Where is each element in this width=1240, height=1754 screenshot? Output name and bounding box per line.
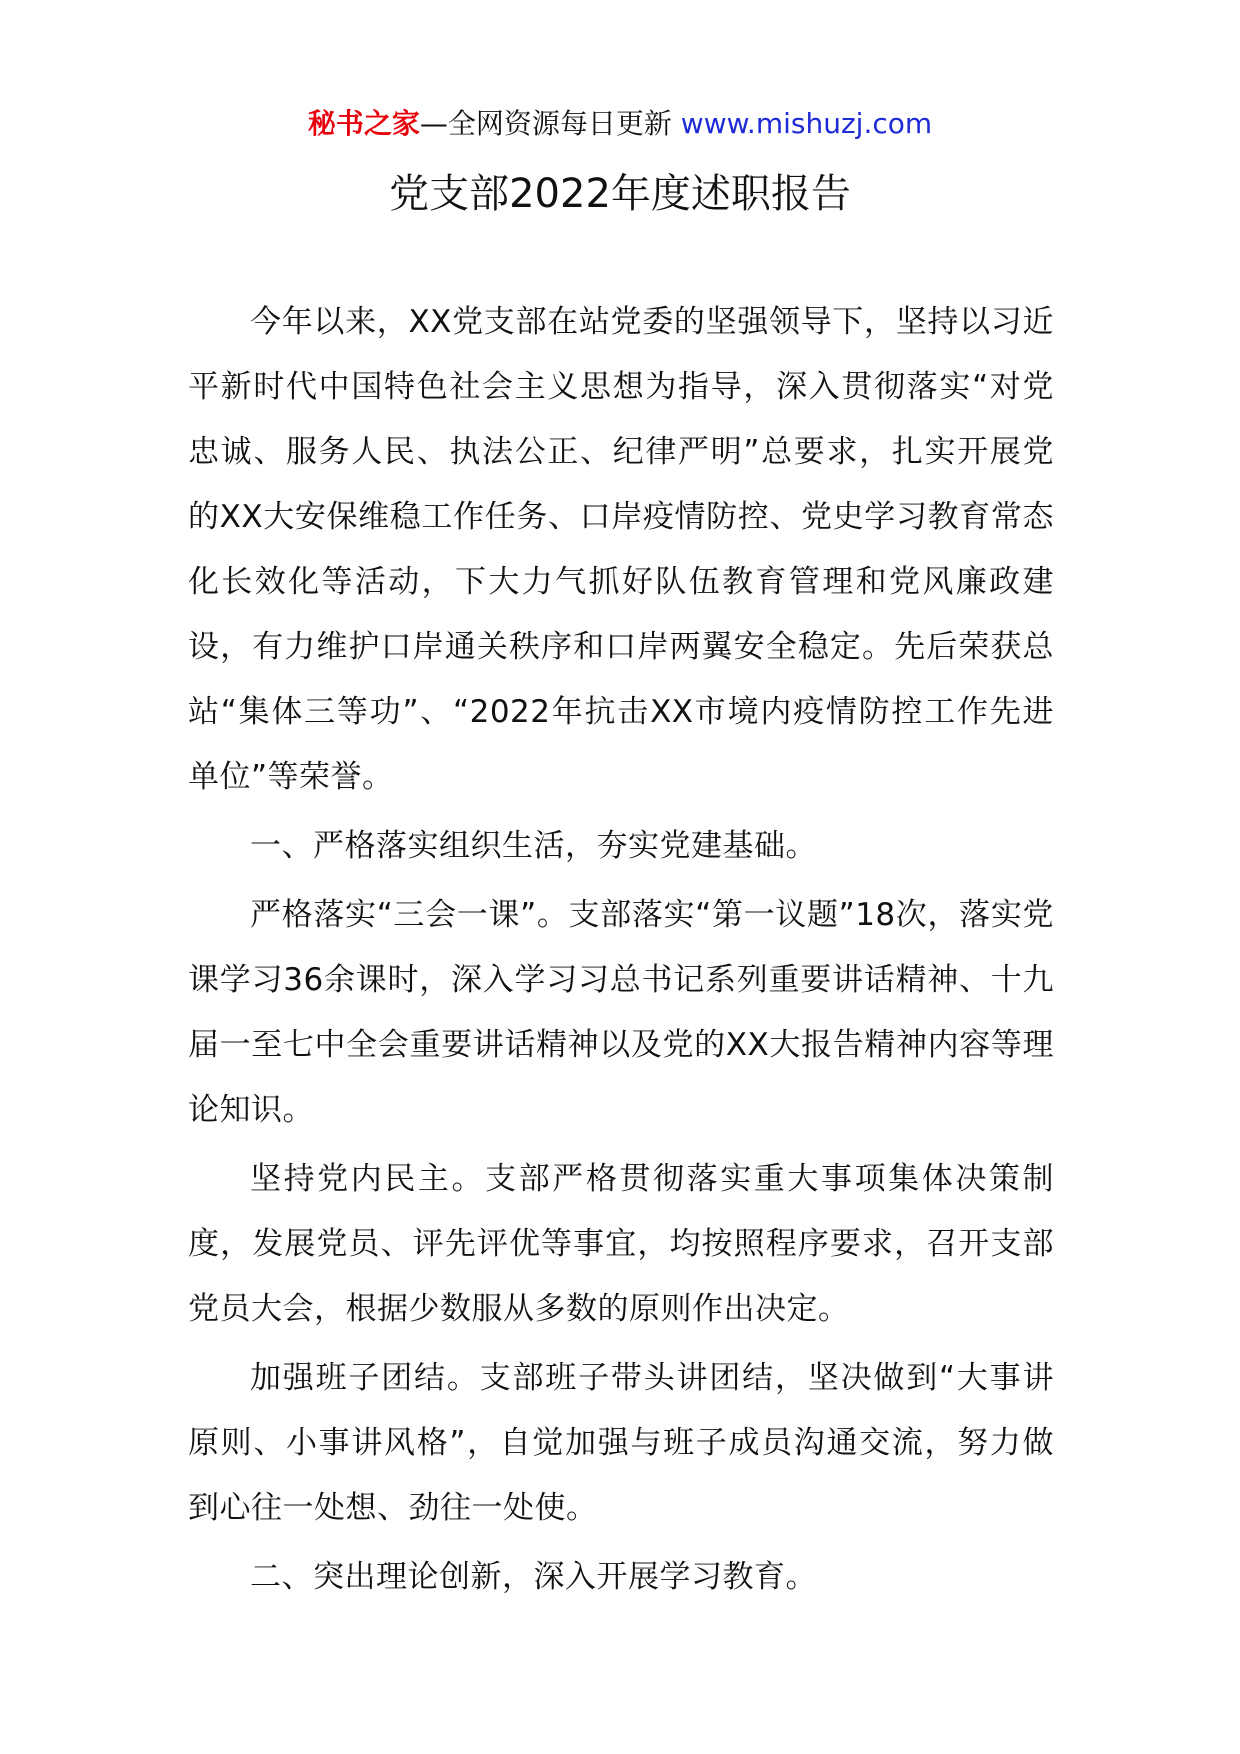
- paragraph-team-unity: 加强班子团结。支部班子带头讲团结，坚决做到“大事讲原则、小事讲风格”，自觉加强与班子成员沟通交流，努力做到心往一处想、劲往一处使。: [188, 1360, 1054, 1526]
- site-brand: 秘书之家: [307, 107, 420, 140]
- site-url-link[interactable]: www.mishuzj.com: [680, 107, 933, 140]
- section-heading-1: 一、严格落实组织生活，夯实党建基础。: [250, 828, 817, 864]
- section-heading-2: 二、突出理论创新，深入开展学习教育。: [250, 1559, 817, 1595]
- paragraph-intro: 今年以来，XX党支部在站党委的坚强领导下，坚持以习近平新时代中国特色社会主义思想为指导，深入贯彻落实“对党忠诚、服务人民、执法公正、纪律严明”总要求，扎实开展党的XX大安保维稳工作任务、口岸疫情防控、党史学习教育常态化长效化等活动，下大力气抓好队伍教育管理和党风廉政建设，有力维护口岸通关秩序和口岸两翼安全稳定。先后荣获总站“集体三等功”、“2022年抗击XX市境内疫情防控工作先进单位”等荣誉。: [188, 304, 1054, 795]
- paragraph-inner-party-democracy: 坚持党内民主。支部严格贯彻落实重大事项集体决策制度，发展党员、评先评优等事宜，均按照程序要求，召开支部党员大会，根据少数服从多数的原则作出决定。: [188, 1161, 1054, 1327]
- document-body: [188, 290, 1054, 1614]
- site-header: [0, 104, 1240, 144]
- paragraph-three-meetings: 严格落实“三会一课”。支部落实“第一议题”18次，落实党课学习36余课时，深入学习习总书记系列重要讲话精神、十九届一至七中全会重要讲话精神以及党的XX大报告精神内容等理论知识。: [188, 897, 1054, 1128]
- document-title: 党支部2022年度述职报告: [389, 171, 851, 217]
- site-slogan: —全网资源每日更新: [419, 107, 672, 140]
